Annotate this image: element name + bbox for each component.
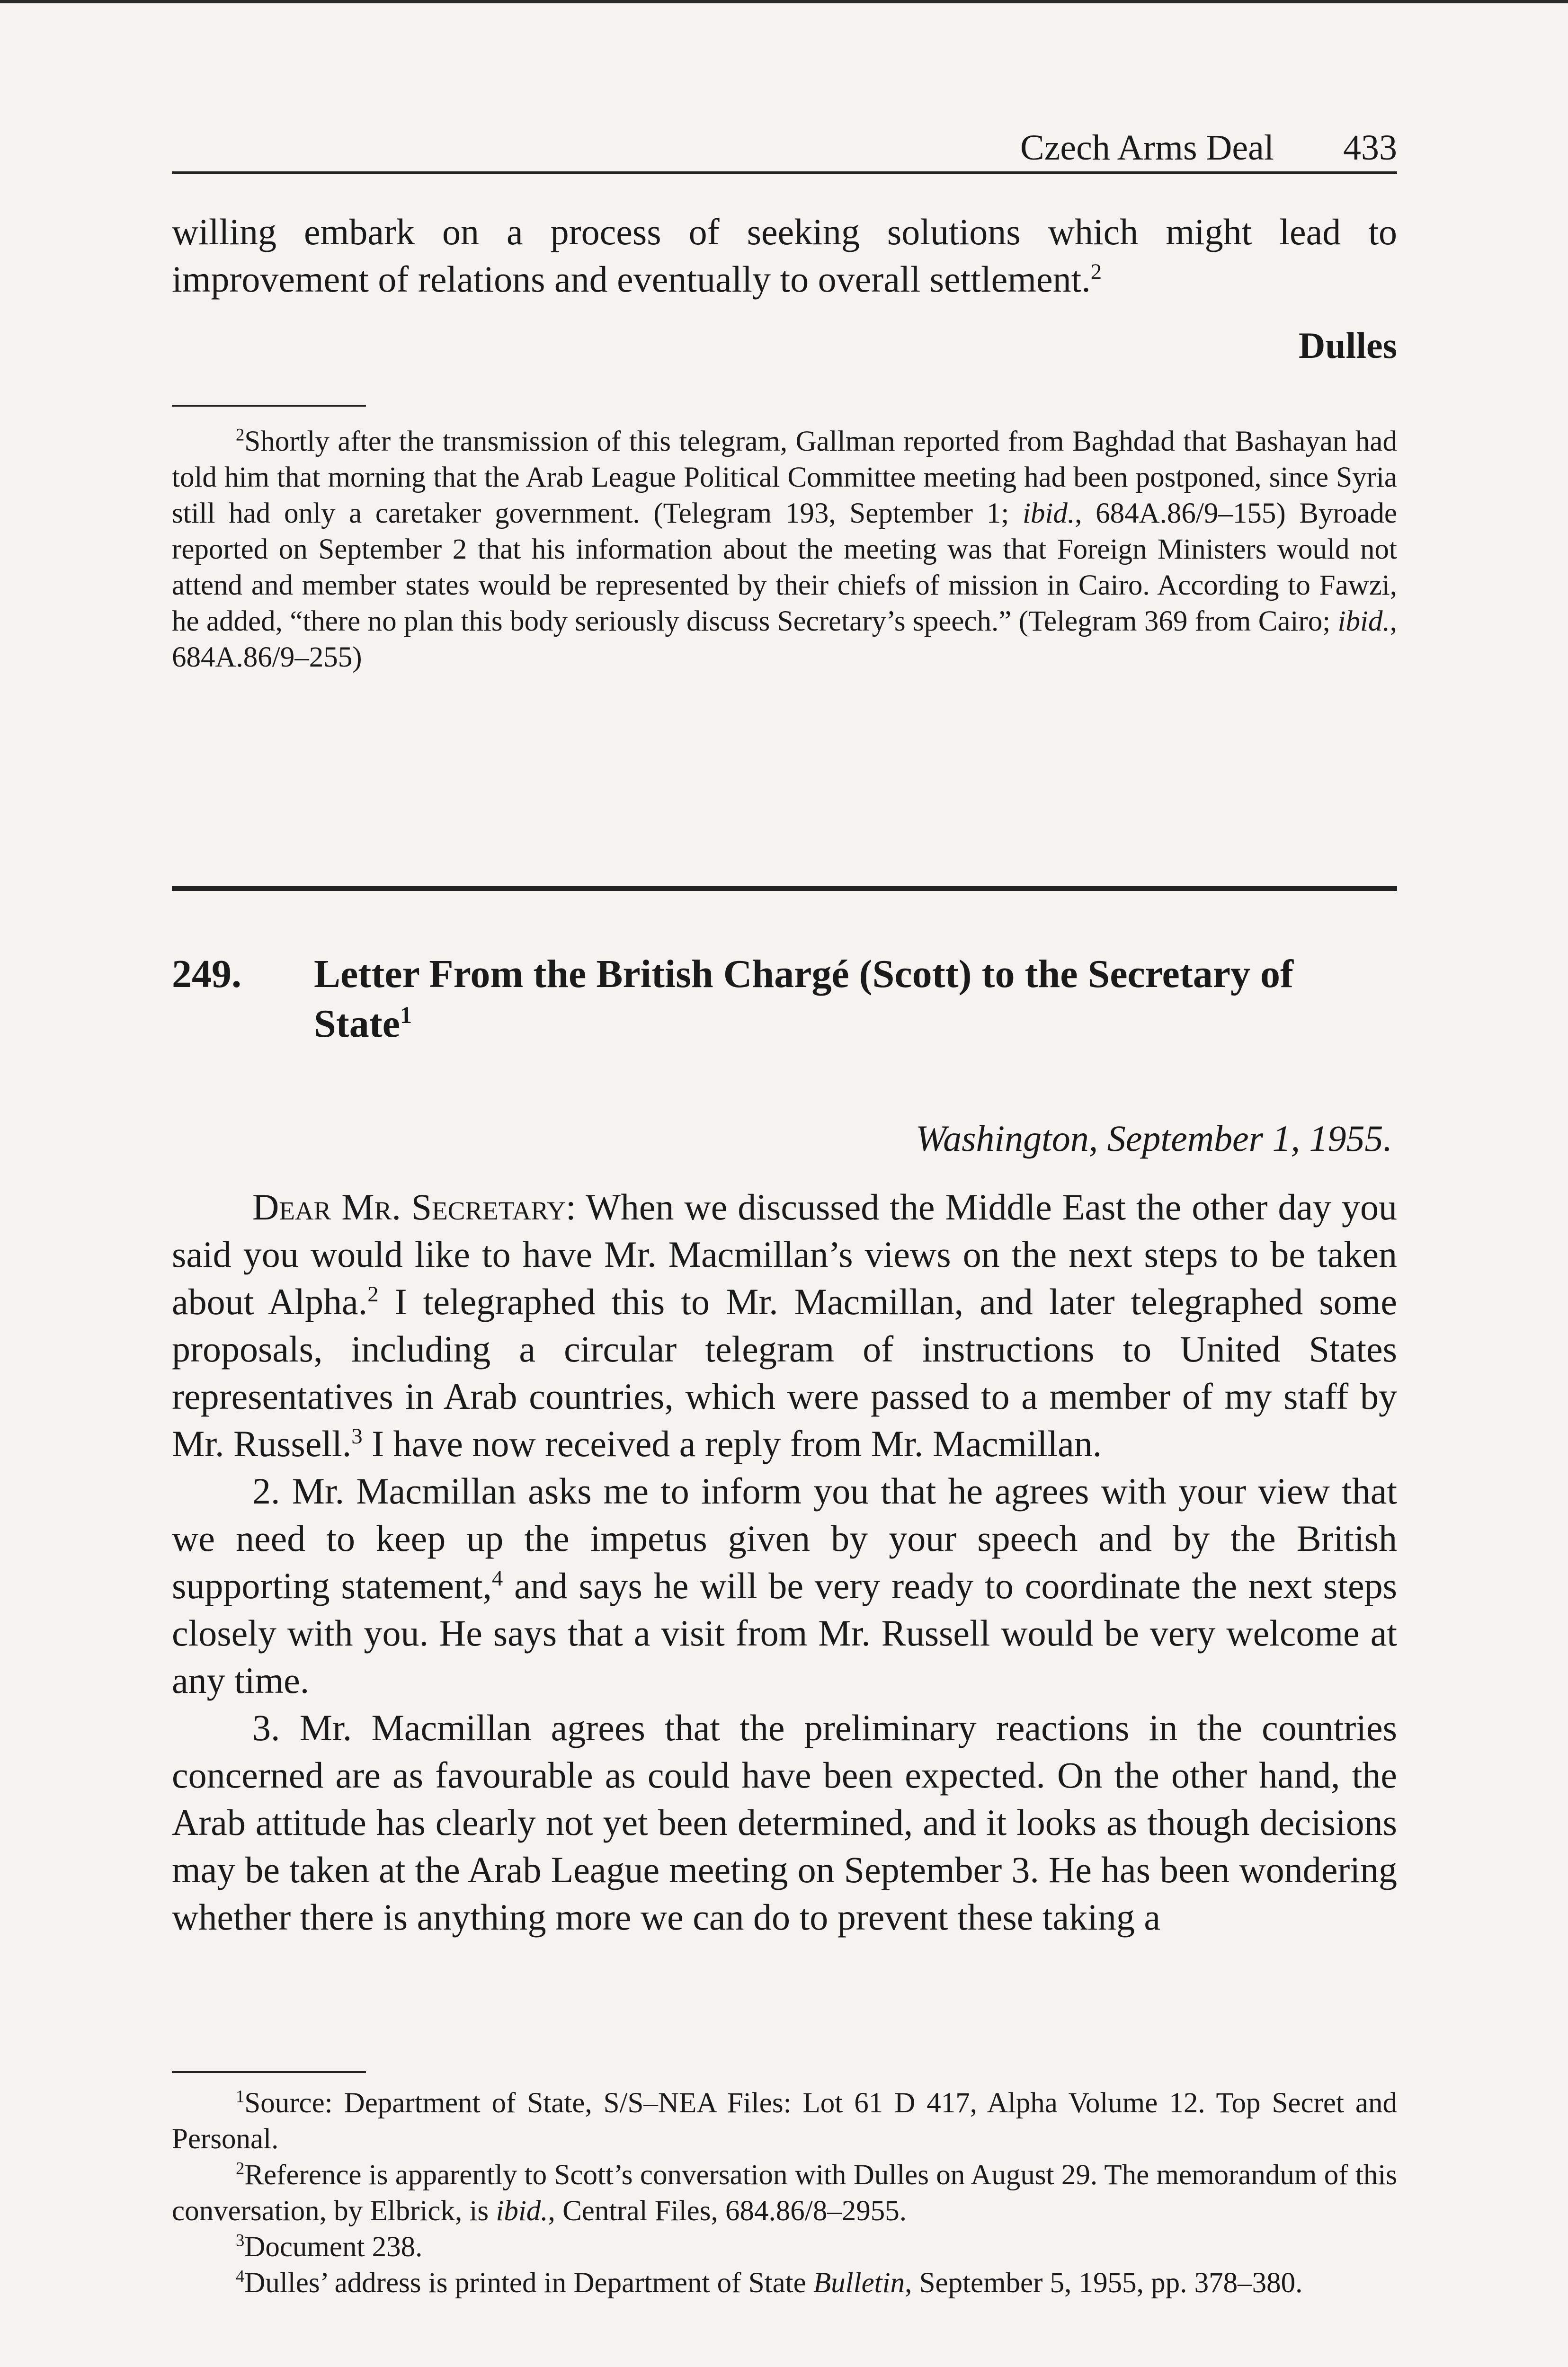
dateline: Washington, September 1, 1955. [916, 1118, 1392, 1159]
footnote-2 [172, 2157, 1397, 2229]
section-divider [172, 886, 1397, 891]
footnote-marker: 4 [236, 2266, 245, 2286]
footnote-text: Reference is apparently to Scott’s conversation with Dulles on August 29. The memorandum of this conversation, by Elbrick, is [172, 2159, 1397, 2227]
signature: Dulles [1298, 325, 1397, 366]
footnote-text: , Central Files, 684.86/8–2955. [548, 2195, 907, 2227]
document-title: Letter From the British Chargé (Scott) to the Secretary of State [314, 952, 1294, 1046]
footnote-ref: 3 [351, 1424, 363, 1449]
paragraph-text: and says he will be very ready to coordinate the next steps closely with you. He says that a visit from Mr. Russell would be very welcome at any time. [172, 1565, 1397, 1701]
page-number: 433 [1343, 128, 1397, 168]
footnote-marker: 2 [236, 2158, 245, 2178]
footnote-text: , September 5, 1955, pp. 378–380. [905, 2267, 1303, 2299]
footnote-marker: 3 [236, 2230, 245, 2250]
paragraph-3: 3. Mr. Macmillan agrees that the preliminary reactions in the countries concerned are as favourable as could have been expected. On the other hand, the Arab attitude has clearly not yet been determined, and it looks as though decisions may be taken at the Arab League meeting on September 3. He has been wondering whether there is anything more we can do to prevent these taking a [172, 1707, 1397, 1938]
footnote-rule-bottom [172, 2071, 366, 2073]
document-number: 249. [172, 952, 241, 996]
footnote-3 [172, 2229, 1397, 2265]
running-head [172, 124, 1397, 174]
document-heading [172, 949, 1397, 1049]
footnote-1 [172, 2085, 1397, 2157]
paragraph-text: I have now received a reply from Mr. Macmillan. [362, 1423, 1102, 1464]
footnote-text: Dulles’ address is printed in Department of State [244, 2267, 813, 2299]
footnote-italic: Bulletin [813, 2267, 905, 2299]
paragraph-1 [172, 1184, 1397, 1468]
footnote-text: Shortly after the transmission of this telegram, Gallman reported from Baghdad that Bashayan had told him that morning that the Arab League Political Committee meeting had been postponed, since Syria still had only a caretaker government. (Telegram 193, September 1; [172, 426, 1397, 529]
footnote-ref: 2 [367, 1282, 379, 1307]
footnote-ibid: ibid. [1337, 605, 1390, 637]
paragraph-text: 2. Mr. Macmillan asks me to inform you that he agrees with your view that we need to keep up the impetus given by your speech and by the British supporting statement, [172, 1470, 1397, 1606]
footnote-text: , 684A.86/9–255) [172, 605, 1397, 673]
running-head-title: Czech Arms Deal [1020, 128, 1274, 168]
title-footnote-ref: 1 [400, 1002, 412, 1028]
footnote-ref-2: 2 [1090, 259, 1102, 284]
continuation-text: willing embark on a process of seeking solutions which might lead to improvement of relations and eventually to overall settlement. [172, 211, 1397, 300]
letter-body [172, 1184, 1397, 1941]
footnote-rule-top [172, 405, 366, 407]
footnote-marker: 1 [236, 2086, 245, 2106]
salutation: Dear Mr. Secretary: [252, 1186, 576, 1228]
footnote-ibid: ibid. [1022, 498, 1075, 529]
footnote-text: Document 238. [244, 2231, 423, 2263]
footnote-ibid: ibid. [496, 2195, 548, 2227]
paragraph-text: I telegraphed this to Mr. Macmillan, and later telegraphed some proposals, including a circular telegram of instructions to United States representatives in Arab countries, which were passed to a member of my staff by Mr. Russell. [172, 1281, 1397, 1464]
footnote-ref: 4 [491, 1566, 503, 1591]
footnote-text: , 684A.86/9–155) Byroade reported on September 2 that his information about the meeting was that Foreign Ministers would not attend and member states would be represented by their chiefs of mission in Cairo. According to Fawzi, he added, “there no plan this body seriously discuss Secretary’s speech.” (Telegram 369 from Cairo; [172, 498, 1397, 637]
top-border [0, 0, 1568, 3]
footnote-text: Source: Department of State, S/S–NEA Files: Lot 61 D 417, Alpha Volume 12. Top Secret and Personal. [172, 2087, 1397, 2155]
footnote-top [172, 424, 1397, 676]
paragraph-text: When we discussed the Middle East the other day you said you would like to have Mr. Macmillan’s views on the next steps to be taken about Alpha. [172, 1186, 1397, 1322]
footnote-marker: 2 [236, 425, 245, 445]
footnote-4 [172, 2265, 1397, 2301]
paragraph-2 [172, 1468, 1397, 1704]
continuation-paragraph [172, 208, 1397, 303]
footnotes [172, 2085, 1397, 2301]
